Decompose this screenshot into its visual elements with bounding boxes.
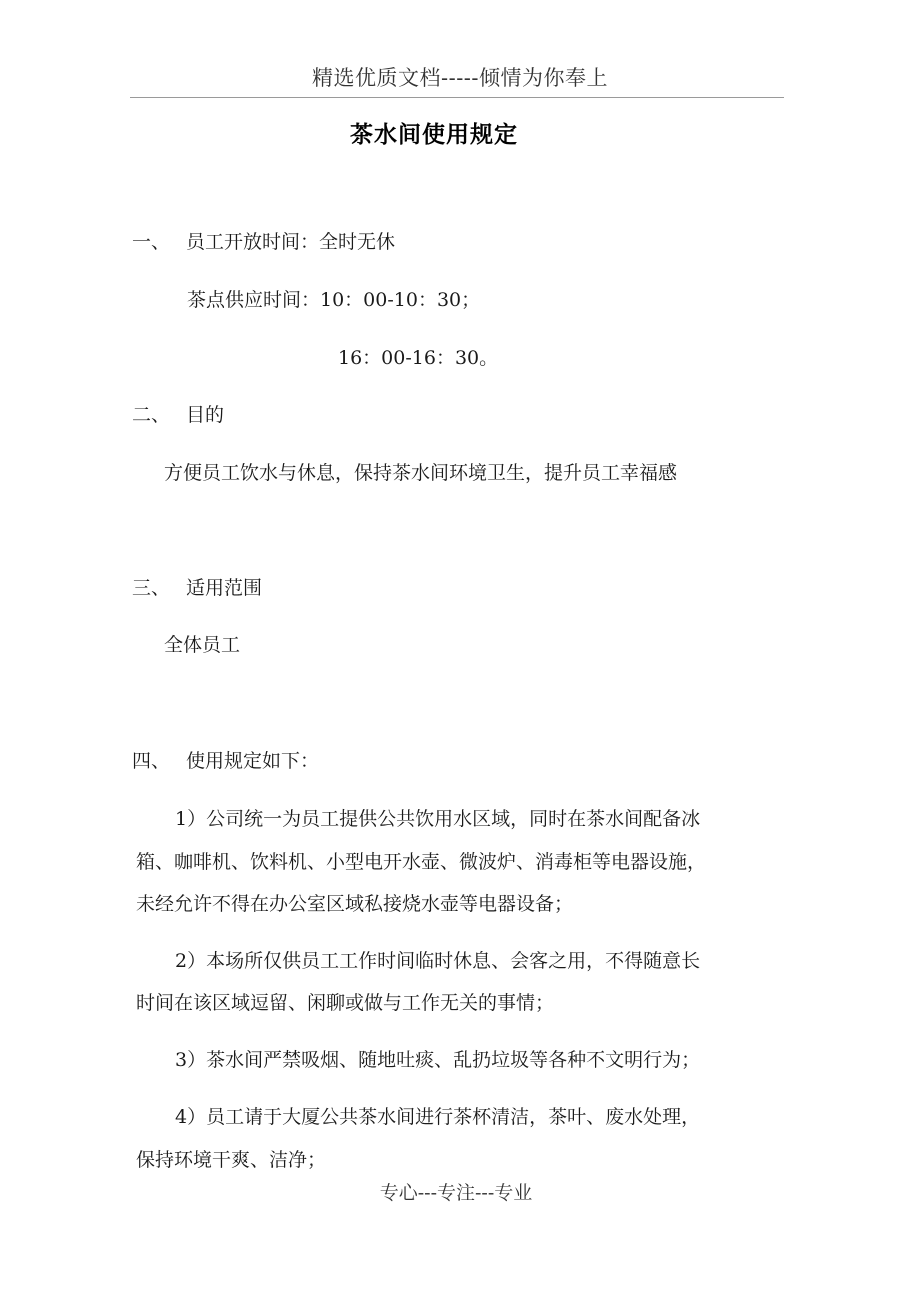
rule-1-line-3: 未经允许不得在办公室区域私接烧水壶等电器设备； [136,893,574,915]
rule-4-line-2: 保持环境干爽、洁净； [136,1149,327,1171]
section-3-title: 适用范围 [186,577,263,599]
section-2-line-1: 方便员工饮水与休息，保持茶水间环境卫生，提升员工幸福感 [164,462,678,484]
rule-2-line-2: 时间在该区域逗留、闲聊或做与工作无关的事情； [136,992,555,1014]
section-2-title: 目的 [186,404,225,426]
rule-2-line-1: 2）本场所仅供员工工作时间临时休息、会客之用，不得随意长 [175,950,701,972]
section-3-heading [132,579,262,598]
section-3-number: 三、 [132,577,171,599]
section-1-heading [132,233,395,252]
section-2-heading [132,406,224,425]
header-divider [130,97,784,98]
section-4-title: 使用规定如下： [186,750,320,772]
section-4-heading [132,752,319,771]
section-1-number: 一、 [132,231,171,253]
section-1-title: 员工开放时间：全时无休 [186,231,396,253]
section-1-line-2: 16：00-16：30。 [338,347,499,369]
page-footer: 专心---专注---专业 [379,1182,533,1204]
section-1-line-1: 茶点供应时间：10：00-10：30； [187,289,481,311]
rule-4-line-1: 4）员工请于大厦公共茶水间进行茶杯清洁，茶叶、废水处理， [175,1106,701,1128]
page-header: 精选优质文档-----倾情为你奉上 [312,66,608,90]
rule-1-line-2: 箱、咖啡机、饮料机、小型电开水壶、微波炉、消毒柜等电器设施， [136,851,707,873]
document-title: 茶水间使用规定 [350,121,518,148]
section-4-number: 四、 [132,750,171,772]
section-2-number: 二、 [132,404,171,426]
rule-3-line-1: 3）茶水间严禁吸烟、随地吐痰、乱扔垃圾等各种不文明行为； [175,1049,701,1071]
section-3-line-1: 全体员工 [164,634,241,656]
rule-1-line-1: 1）公司统一为员工提供公共饮用水区域，同时在茶水间配备冰 [175,808,701,830]
